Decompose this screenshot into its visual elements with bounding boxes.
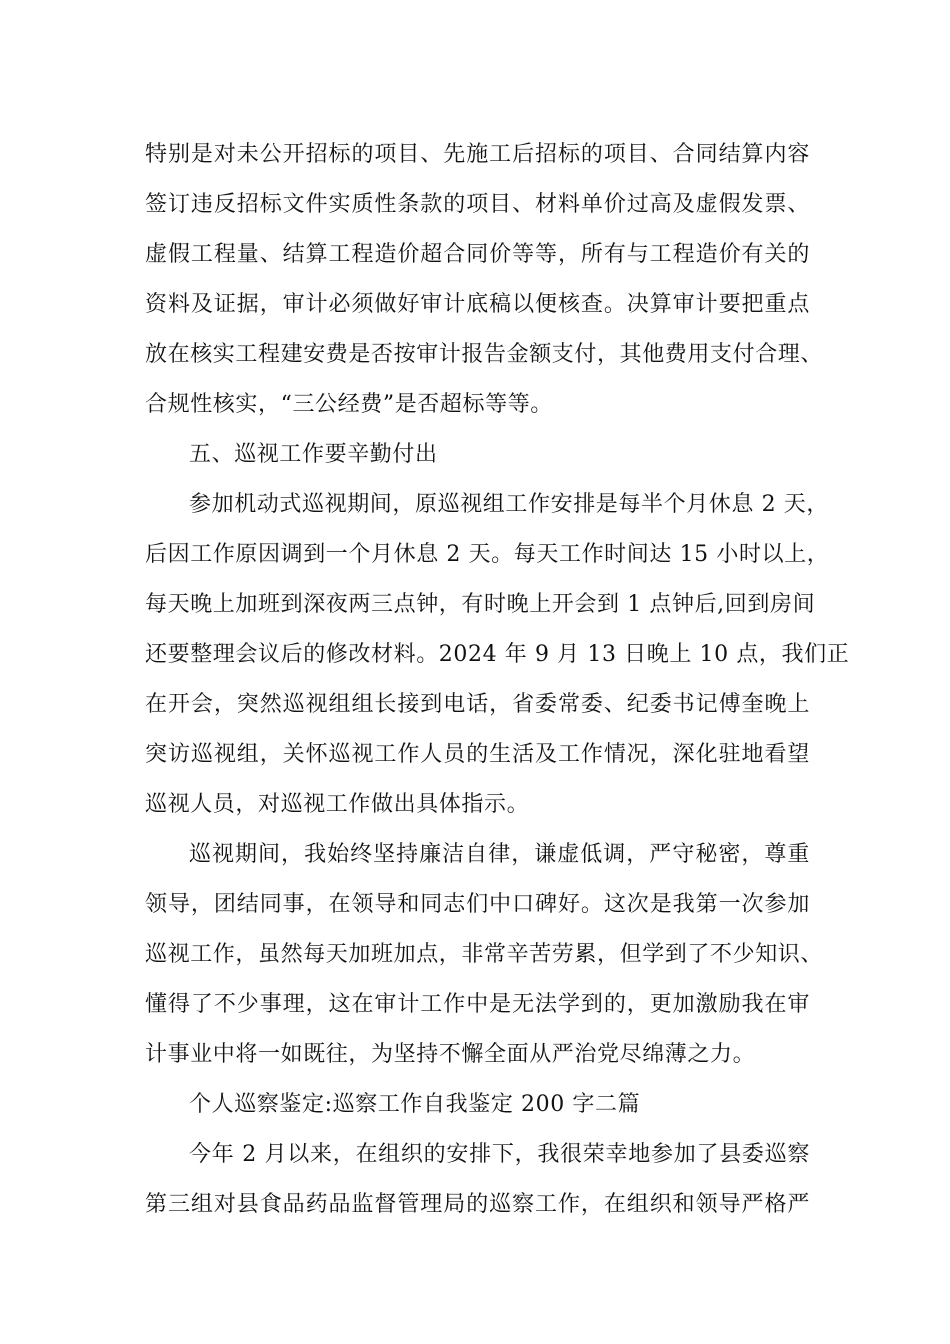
text-line: 合规性核实，“三公经费”是否超标等等。 (145, 392, 553, 417)
text-line: 每天晚上加班到深夜两三点钟，有时晚上开会到 1 点钟后,回到房间 (145, 592, 816, 617)
text-line: 后因工作原因调到一个月休息 2 天。每天工作时间达 15 小时以上， (145, 542, 830, 567)
text-line: 签订违反招标文件实质性条款的项目、材料单价过高及虚假发票、 (145, 192, 810, 217)
text-line: 参加机动式巡视期间，原巡视组工作安排是每半个月休息 2 天， (189, 492, 829, 517)
text-line: 突访巡视组，关怀巡视工作人员的生活及工作情况，深化驻地看望 (145, 742, 810, 767)
text-line: 领导，团结同事，在领导和同志们中口碑好。这次是我第一次参加 (145, 892, 810, 917)
text-line: 还要整理会议后的修改材料。2024 年 9 月 13 日晚上 10 点，我们正 (145, 642, 850, 667)
section-heading: 五、巡视工作要辛勤付出 (189, 442, 438, 467)
document-body (145, 130, 850, 1230)
text-line: 巡视人员，对巡视工作做出具体指示。 (145, 792, 530, 817)
text-line: 巡视期间，我始终坚持廉洁自律，谦虚低调，严守秘密，尊重 (189, 842, 810, 867)
text-line: 第三组对县食品药品监督管理局的巡察工作，在组织和领导严格严 (145, 1192, 810, 1217)
text-line: 懂得了不少事理，这在审计工作中是无法学到的，更加激励我在审 (145, 992, 810, 1017)
text-line: 今年 2 月以来，在组织的安排下，我很荣幸地参加了县委巡察 (189, 1142, 810, 1167)
text-line: 特别是对未公开招标的项目、先施工后招标的项目、合同结算内容 (145, 142, 810, 167)
text-line: 巡视工作，虽然每天加班加点，非常辛苦劳累，但学到了不少知识、 (145, 942, 824, 967)
text-line: 虚假工程量、结算工程造价超合同价等等，所有与工程造价有关的 (145, 242, 810, 267)
section-heading: 个人巡察鉴定:巡察工作自我鉴定 200 字二篇 (189, 1092, 641, 1117)
text-line: 在开会，突然巡视组组长接到电话，省委常委、纪委书记傅奎晚上 (145, 692, 810, 717)
text-line: 计事业中将一如既往，为坚持不懈全面从严治党尽绵薄之力。 (145, 1042, 756, 1067)
text-line: 资料及证据，审计必须做好审计底稿以便核查。决算审计要把重点 (145, 292, 810, 317)
text-line: 放在核实工程建安费是否按审计报告金额支付，其他费用支付合理、 (145, 342, 824, 367)
